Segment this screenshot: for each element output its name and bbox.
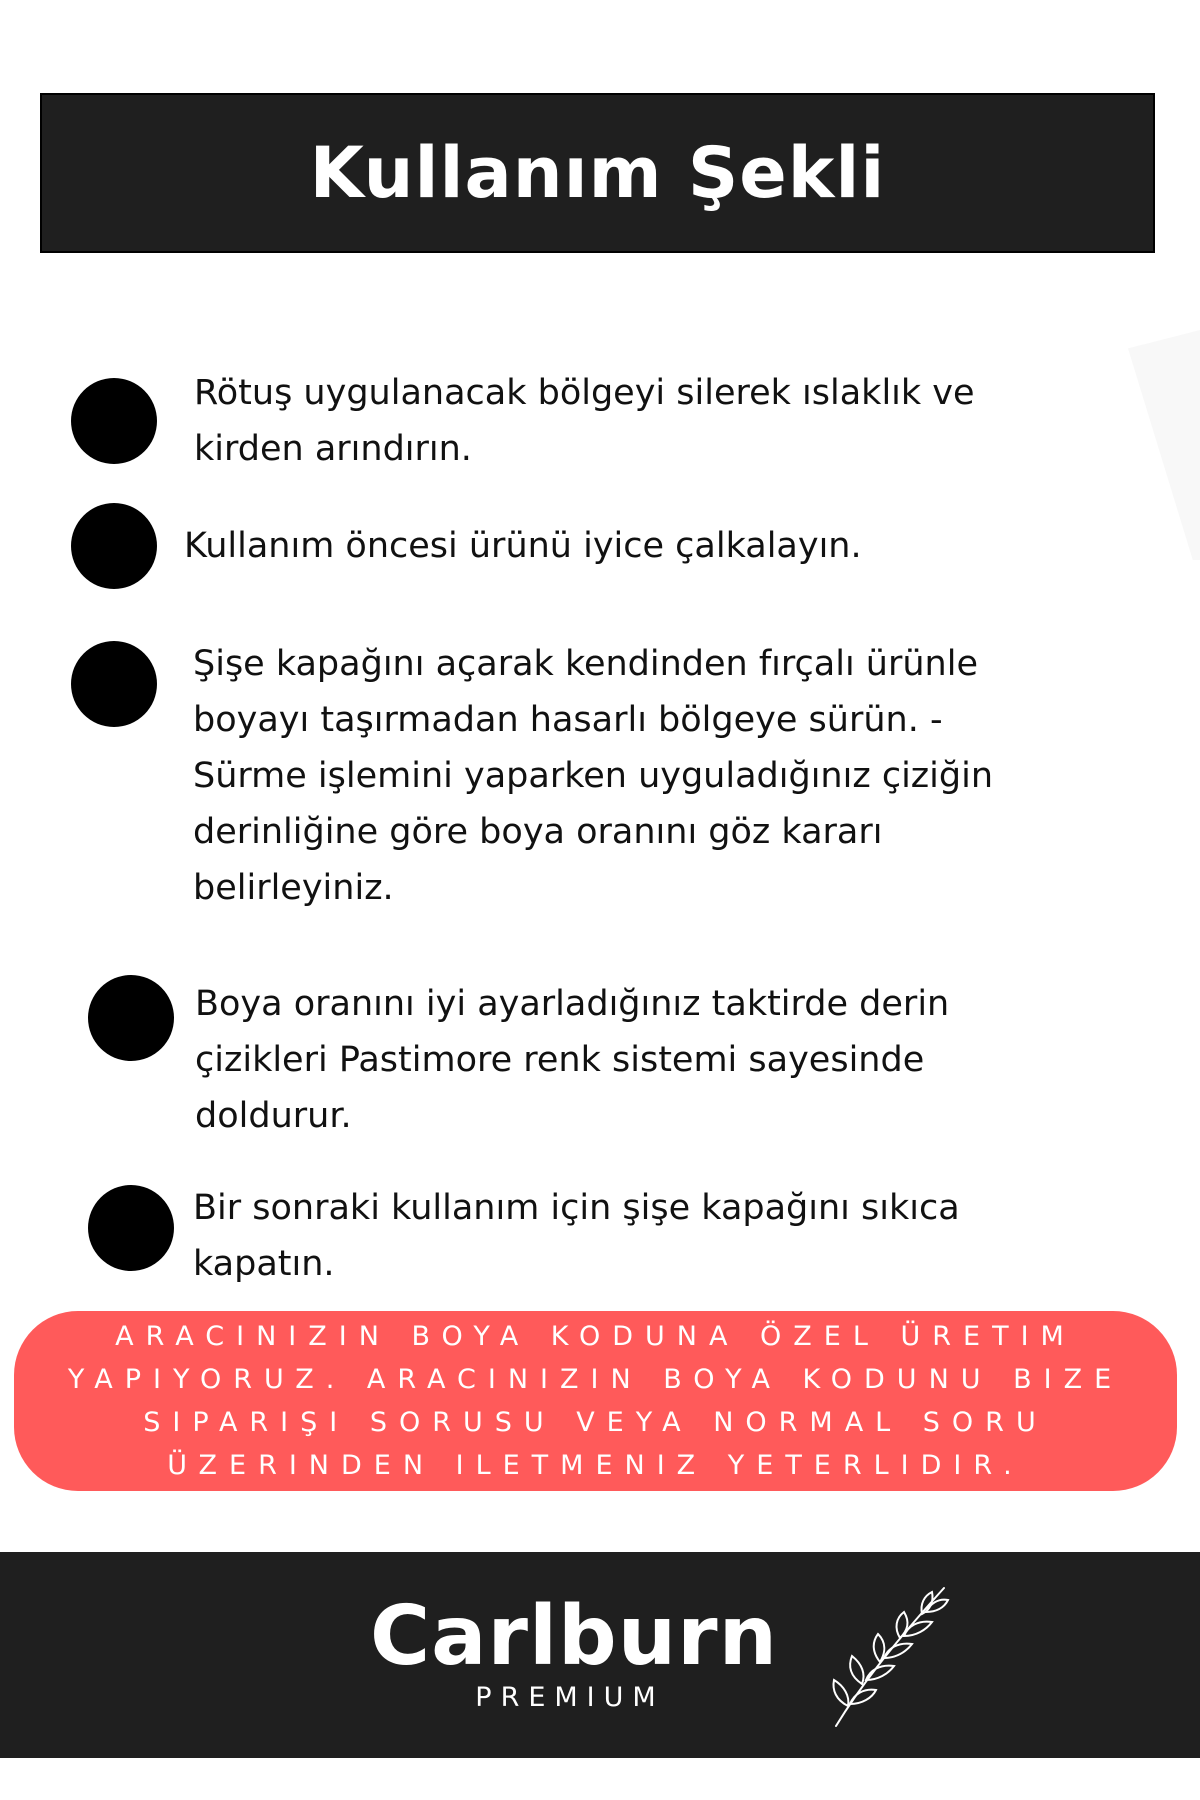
notice-banner	[14, 1311, 1177, 1491]
step-text: Bir sonraki kullanım için şişe kapağını sıkıca kapatın.	[193, 1188, 960, 1284]
bullet-dot-icon	[71, 378, 157, 464]
brand-logo-text: Carlburn	[370, 1589, 778, 1684]
bullet-dot-icon	[71, 503, 157, 589]
brand-tagline: PREMIUM	[475, 1682, 665, 1713]
decorative-edge-shape	[1128, 330, 1200, 560]
step-text: Rötuş uygulanacak bölgeyi silerek ıslaklık ve kirden arındırın.	[194, 373, 975, 469]
bullet-dot-icon	[88, 1185, 174, 1271]
bullet-dot-icon	[88, 975, 174, 1061]
step-text: Şişe kapağını açarak kendinden fırçalı ürünle boyayı taşırmadan hasarlı bölgeye sürün. - Sürme işlemini yaparken uyguladığınız çiziğin derinliğine göre boya oranını göz kararı belirleyiniz.	[193, 644, 994, 908]
page-title: Kullanım Şekli	[309, 132, 886, 214]
footer-bar	[0, 1552, 1200, 1758]
step-text: Boya oranını iyi ayarladığınız taktirde derin çizikleri Pastimore renk sistemi sayesinde doldurur.	[195, 984, 950, 1136]
title-banner	[40, 93, 1155, 253]
bullet-dot-icon	[71, 641, 157, 727]
notice-text: ARACINIZIN BOYA KODUNA ÖZEL ÜRETIM YAPIYORUZ. ARACINIZIN BOYA KODUNU BIZE SIPARIŞI SORUSU VEYA NORMAL SORU ÜZERINDEN ILETMENIZ YETERLIDIR.	[67, 1321, 1124, 1481]
leaf-branch-icon	[828, 1580, 952, 1730]
step-text: Kullanım öncesi ürünü iyice çalkalayın.	[184, 526, 862, 566]
